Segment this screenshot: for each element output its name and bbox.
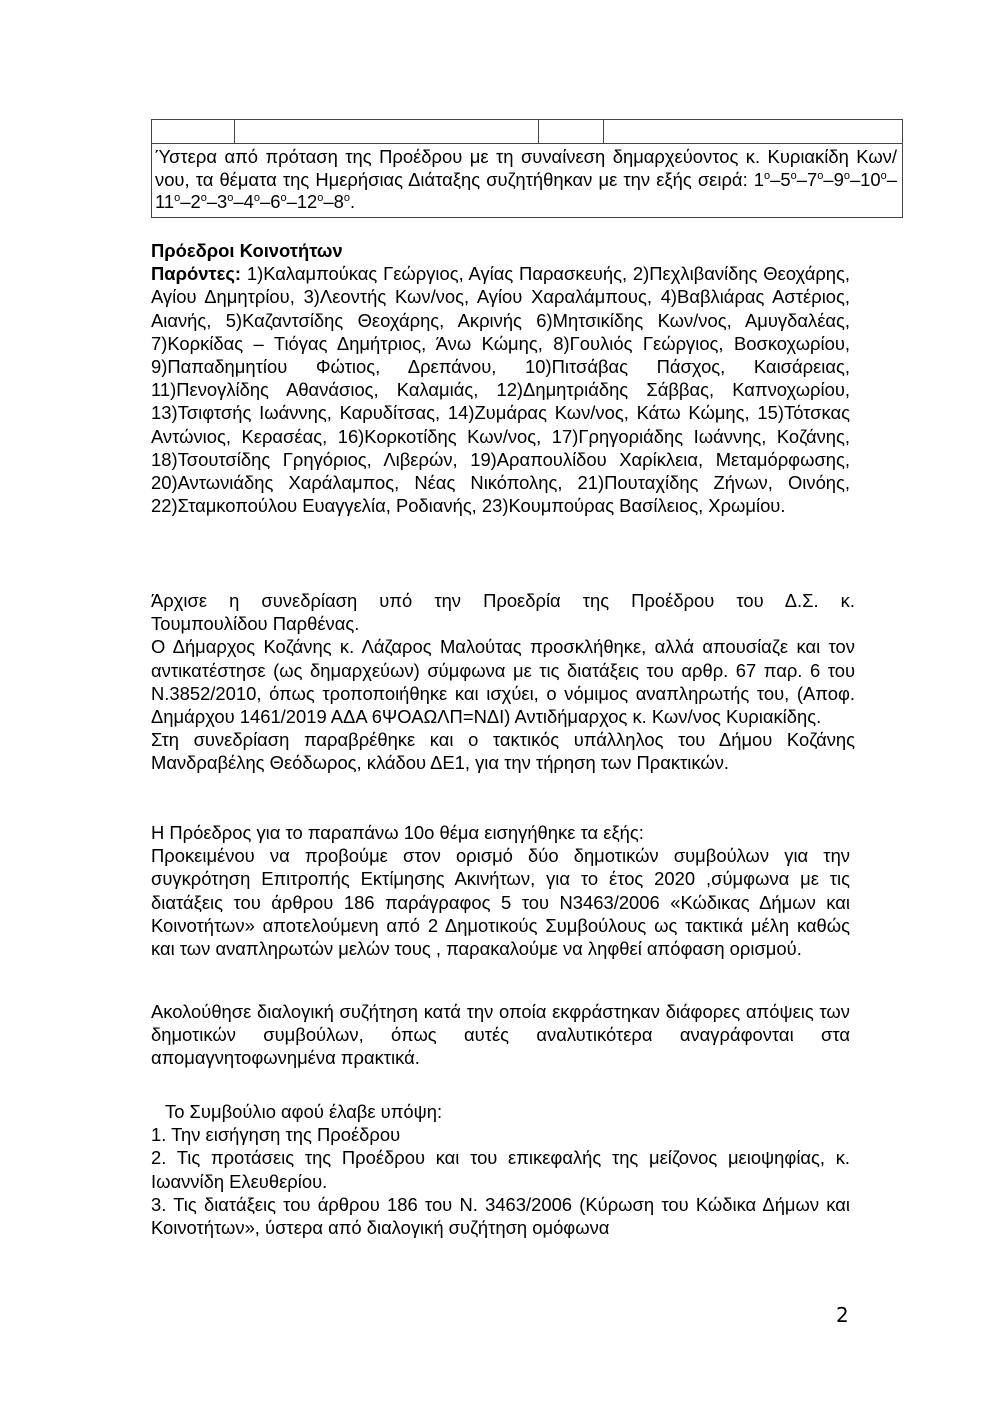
ordinal-marker: ο <box>253 192 260 204</box>
discussion-section <box>151 1000 850 1070</box>
table-cell <box>604 120 903 144</box>
page-number: 2 <box>836 1303 849 1327</box>
agenda-order-item: $4^o$ <box>243 191 260 212</box>
ordinal-marker: ο <box>764 169 771 182</box>
agenda-order-item: $12^o$ <box>296 191 324 212</box>
ordinal-marker: ο <box>200 192 207 204</box>
table-text-row <box>152 144 903 218</box>
present-list: 1)Καλαμπούκας Γεώργιος, Αγίας Παρασκευής, 2)Πεχλιβανίδης Θεοχάρης, Αγίου Δημητρίου, 3)Λεοντής Κων/νος, Αγίου Χαραλάμπους, 4)Βαβλιάρας Αστέριος, Αιανής, 5)Καζαντσίδης Θεοχάρης, Ακρινής 6)Μητσικίδης Κων/νος, Αμυγδαλέας, 7)Κορκίδας – Τιόγας Δημήτριος, Άνω Κώμης, 8)Γουλιός Γεώργιος, Βοσκοχωρίου, 9)Παπαδημητίου Φώτιος, Δρεπάνου, 10)Πιτσάβας Πάσχος, Καισάρειας, 11)Πενογλίδης Αθανάσιος, Καλαμιάς, 12)Δημητριάδης Σάββας, Καπνοχωρίου, 13)Τσιφτσής Ιωάννης, Καρυδίτσας, 14)Ζυμάρας Κων/νος, Κάτω Κώμης, 15)Τότσκας Αντώνιος, Κερασέας, 16)Κορκοτίδης Κων/νος, 17)Γρηγοριάδης Ιωάννης, Κοζάνης, 18)Τσουτσίδης Γρηγόριος, Λιβερών, 19)Αραπουλίδου Χαρίκλεια, Μεταμόρφωσης, 20)Αντωνιάδης Χαράλαμπος, Νέας Νικόπολης, 21)Πουταχίδης Ζήνων, Οινόης, 22)Σταμκοπούλου Ευαγγελία, Ροδιανής, 23)Κουμπούρας Βασίλειος, Χρωμίου. <box>151 263 850 517</box>
agenda-order-cell <box>152 144 903 218</box>
agenda-order-text: Ύστερα από πρόταση της Προέδρου με τη συναίνεση δημαρχεύοντος κ. Κυριακίδη Κων/νου, τα θέματα της Ημερήσιας Διάταξης συζητήθηκαν με την εξής σειρά: <box>155 146 897 190</box>
agenda-order-item: $9^o$ <box>833 168 850 190</box>
council-item: 1. Την εισήγηση της Προέδρου <box>151 1124 401 1146</box>
ordinal-marker: ο <box>280 192 287 204</box>
session-start-line-2: Τουμπουλίδου Παρθένας. <box>151 613 360 635</box>
agenda-order-item: $10^o$ <box>860 168 887 190</box>
agenda-order-table <box>151 119 903 218</box>
agenda-order-sequence: $1^o-5^o-7^o-9^o-10^o-11^o-2^o-3^o-4^o-6^o-12^o-8^o$. <box>155 168 897 212</box>
community-presidents-section <box>151 239 850 517</box>
present-label: Παρόντες: <box>151 263 242 285</box>
council-section <box>151 1100 850 1239</box>
session-section <box>151 589 855 775</box>
ordinal-marker: ο <box>343 192 351 204</box>
section-heading: Πρόεδροι Κοινοτήτων <box>151 240 343 261</box>
agenda-order-item: $5^o$ <box>780 168 797 190</box>
proposal-body: Προκειμένου να προβούμε στον ορισμό δύο δημοτικών συμβούλων για την συγκρότηση Επιτροπής Εκτίμησης Ακινήτων, για το έτος 2020 ,σύμφωνα με τις διατάξεις του άρθρου 186 παράγραφος 5 του Ν3463/2006 «Κώδικας Δήμων και Κοινοτήτων» αποτελούμενη από 2 Δημοτικούς Συμβούλους ως τακτικά μέλη καθώς και των αναπληρωτών μελών τους , παρακαλούμε να ληφθεί απόφαση ορισμού. <box>151 845 850 960</box>
agenda-order-item: $8^o$ <box>333 191 351 212</box>
mayor-paragraph: Ο Δήμαρχος Κοζάνης κ. Λάζαρος Μαλούτας προσκλήθηκε, αλλά απουσίαζε και τον αντικατέστησε (ως δημαρχεύων) σύμφωνα με τις διατάξεις του αρθρ. 67 παρ. 6 του Ν.3852/2010, όπως τροποποιήθηκε και ισχύει, ο νόμιμος αναπληρωτής του, (Αποφ. Δημάρχου 1461/2019 ΑΔΑ 6ΨΟΑΩΛΠ=ΝΔΙ) Αντιδήμαρχος κ. Κων/νος Κυριακίδης. <box>151 636 855 728</box>
agenda-order-item: $1^o$ <box>753 168 771 190</box>
council-item: 3. Τις διατάξεις του άρθρου 186 του Ν. 3463/2006 (Κύρωση του Κώδικα Δήμων και Κοινοτήτων», ύστερα από διαλογική συζήτηση ομόφωνα <box>151 1193 850 1239</box>
table-cell <box>235 120 539 144</box>
ordinal-marker: ο <box>843 169 850 182</box>
proposal-intro: Η Πρόεδρος για το παραπάνω 10ο θέμα εισηγήθηκε τα εξής: <box>151 822 644 843</box>
present-paragraph <box>151 262 850 517</box>
table-cell <box>539 120 604 144</box>
agenda-order-item: $3^o$ <box>217 191 234 212</box>
ordinal-marker: ο <box>880 169 887 182</box>
proposal-section <box>151 821 850 960</box>
council-item: 2. Τις προτάσεις της Προέδρου και του επικεφαλής της μείζονος μειοψηφίας, κ. Ιωαννίδη Ελευθερίου. <box>151 1147 850 1192</box>
ordinal-marker: ο <box>817 169 824 182</box>
table-empty-row <box>152 120 903 144</box>
discussion-paragraph: Ακολούθησε διαλογική συζήτηση κατά την οποία εκφράστηκαν διάφορες απόψεις των δημοτικών συμβούλων, όπως αυτές αναλυτικότερα αναγράφονται στα απομαγνητοφωνημένα πρακτικά. <box>151 1001 850 1069</box>
ordinal-marker: ο <box>174 192 181 204</box>
table-cell <box>152 120 235 144</box>
council-intro: Το Συμβούλιο αφού έλαβε υπόψη: <box>165 1101 443 1122</box>
agenda-order-item: $11^o$ <box>155 191 181 212</box>
ordinal-marker: ο <box>227 192 234 204</box>
agenda-order-item: $7^o$ <box>806 168 824 190</box>
ordinal-marker: ο <box>790 169 797 182</box>
session-start-line: Άρχισε η συνεδρίαση υπό την Προεδρία της Προέδρου του Δ.Σ. κ. <box>151 590 855 611</box>
ordinal-marker: ο <box>317 192 324 204</box>
agenda-order-item: $2^o$ <box>190 191 207 212</box>
agenda-order-item: $6^o$ <box>270 191 287 212</box>
employee-paragraph: Στη συνεδρίαση παραβρέθηκε και ο τακτικός υπάλληλος του Δήμου Κοζάνης Μανδραβέλης Θεόδωρος, κλάδου ΔΕ1, για την τήρηση των Πρακτικών. <box>151 729 855 774</box>
